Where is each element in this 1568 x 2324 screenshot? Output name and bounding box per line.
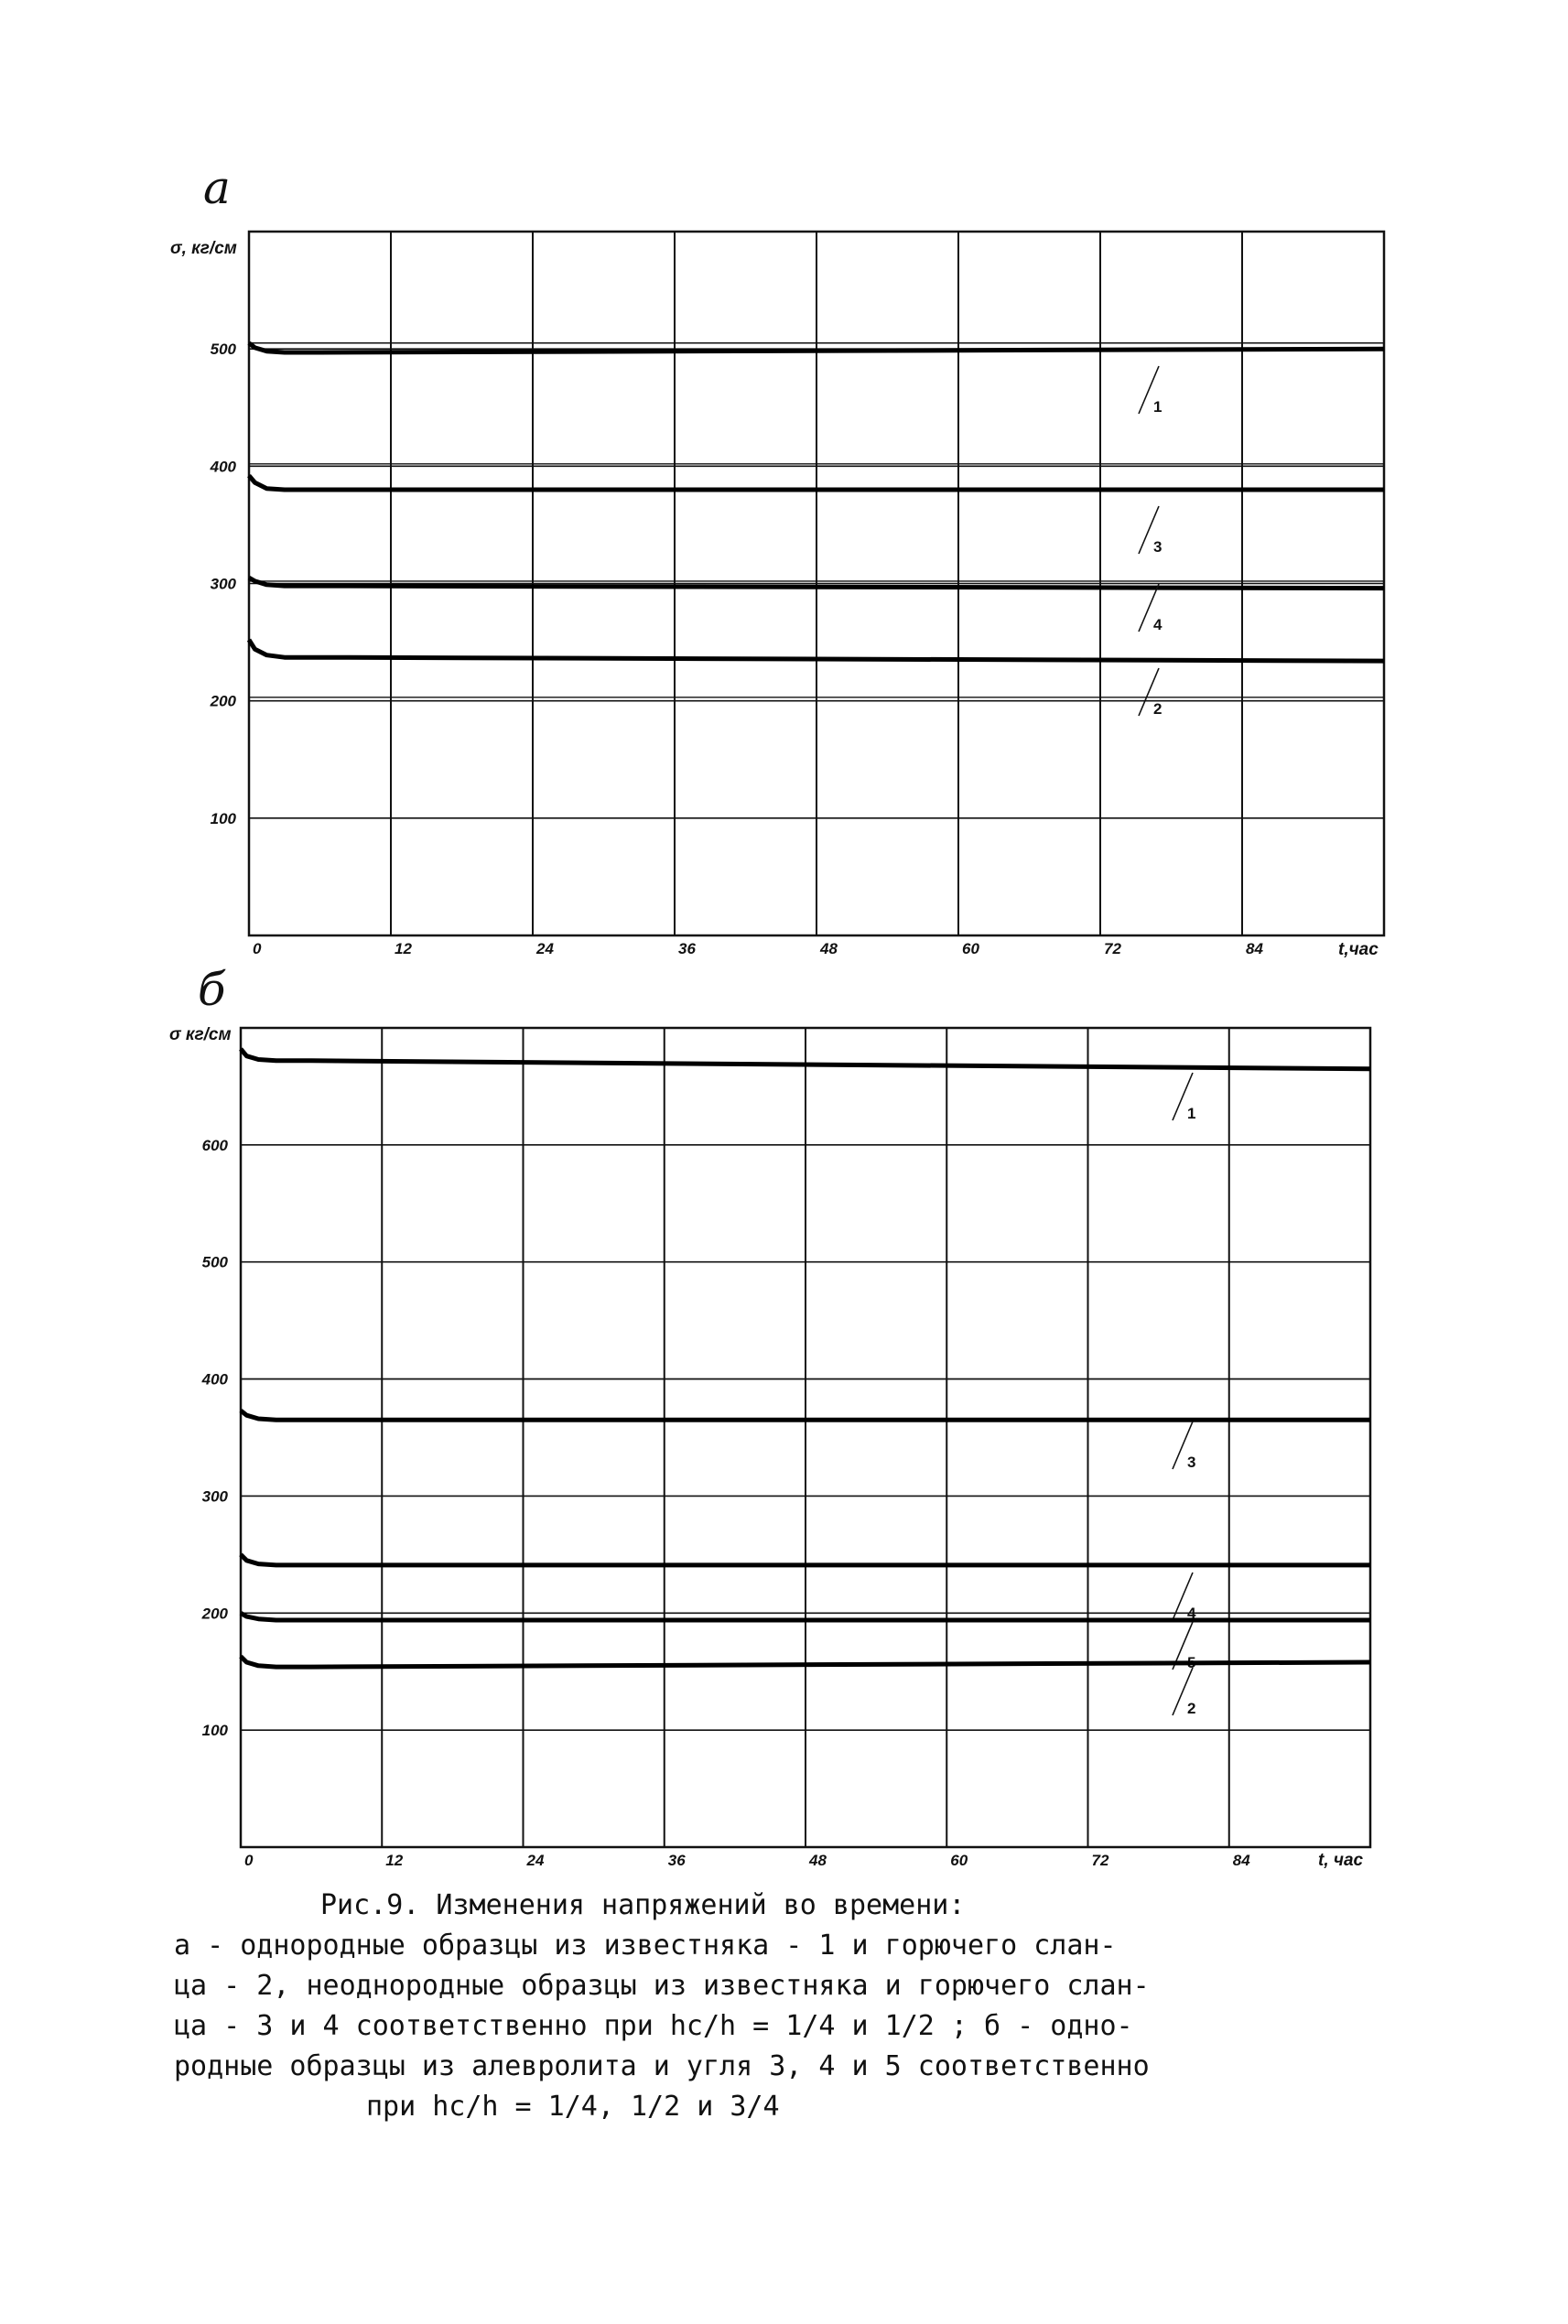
curve-label-1: 1 xyxy=(1187,1105,1196,1122)
x-tick-label: 72 xyxy=(1104,940,1121,957)
caption-line: ца - 3 и 4 соответственно при hc/h = 1/4 и 1/2 ; б - одно- xyxy=(174,2010,1133,2042)
caption-line: ца - 2, неоднородные образцы из известняка и горючего слан- xyxy=(174,1970,1150,2002)
curve-label-3: 3 xyxy=(1187,1454,1196,1471)
x-tick-label: 0 xyxy=(253,940,262,957)
y-tick-label: 300 xyxy=(210,575,236,593)
y-tick-label: 400 xyxy=(201,1370,228,1389)
x-tick-label: 12 xyxy=(395,940,412,957)
x-tick-label: 36 xyxy=(667,1852,686,1869)
x-tick-label: 24 xyxy=(536,940,554,957)
panel-b-xlabel: t, час xyxy=(1318,1851,1364,1870)
y-tick-label: 300 xyxy=(201,1487,228,1506)
y-tick-label: 600 xyxy=(201,1136,228,1154)
figure-caption xyxy=(174,1886,1437,2127)
x-tick-label: 48 xyxy=(809,1852,827,1869)
x-tick-label: 0 xyxy=(244,1852,254,1869)
panel-b-ylabel: σ кг/см xyxy=(169,1025,232,1044)
panel-b-plot xyxy=(201,1028,1370,1869)
y-tick-label: 200 xyxy=(210,692,236,710)
x-tick-label: 72 xyxy=(1091,1852,1109,1869)
caption-line: при hc/h = 1/4, 1/2 и 3/4 xyxy=(366,2091,780,2123)
y-tick-label: 200 xyxy=(201,1605,228,1623)
curve-label-1: 1 xyxy=(1153,398,1162,416)
curve-label-2: 2 xyxy=(1153,700,1162,718)
x-tick-label: 60 xyxy=(962,940,979,957)
panel-a-xlabel: t,час xyxy=(1338,940,1379,959)
x-tick-label: 60 xyxy=(950,1852,968,1869)
x-tick-label: 48 xyxy=(820,940,838,957)
curve-label-4: 4 xyxy=(1187,1605,1196,1622)
x-tick-label: 12 xyxy=(385,1852,404,1869)
panel-a-letter: а xyxy=(203,161,231,214)
caption-line: а - однородные образцы из известняка - 1 и горючего слан- xyxy=(174,1929,1117,1962)
x-tick-label: 84 xyxy=(1246,940,1263,957)
curve-label-5: 5 xyxy=(1187,1654,1196,1671)
x-tick-label: 84 xyxy=(1232,1852,1250,1869)
x-tick-label: 36 xyxy=(678,940,696,957)
x-tick-label: 24 xyxy=(526,1852,545,1869)
caption-line: родные образцы из алевролита и угля 3, 4 и 5 соответственно xyxy=(174,2050,1150,2082)
panel-a-ylabel: σ, кг/см xyxy=(170,239,237,258)
y-tick-label: 100 xyxy=(201,1722,228,1740)
y-tick-label: 500 xyxy=(210,340,236,359)
curve-label-3: 3 xyxy=(1153,538,1162,556)
panel-b-letter: б xyxy=(198,963,226,1016)
caption-title: Рис.9. Изменения напряжений во времени: xyxy=(320,1889,966,1921)
y-tick-label: 100 xyxy=(210,809,236,827)
y-tick-label: 400 xyxy=(210,458,236,476)
panel-a-plot xyxy=(210,232,1384,957)
y-tick-label: 500 xyxy=(201,1253,228,1271)
curve-label-4: 4 xyxy=(1153,616,1162,633)
curve-label-2: 2 xyxy=(1187,1700,1196,1717)
